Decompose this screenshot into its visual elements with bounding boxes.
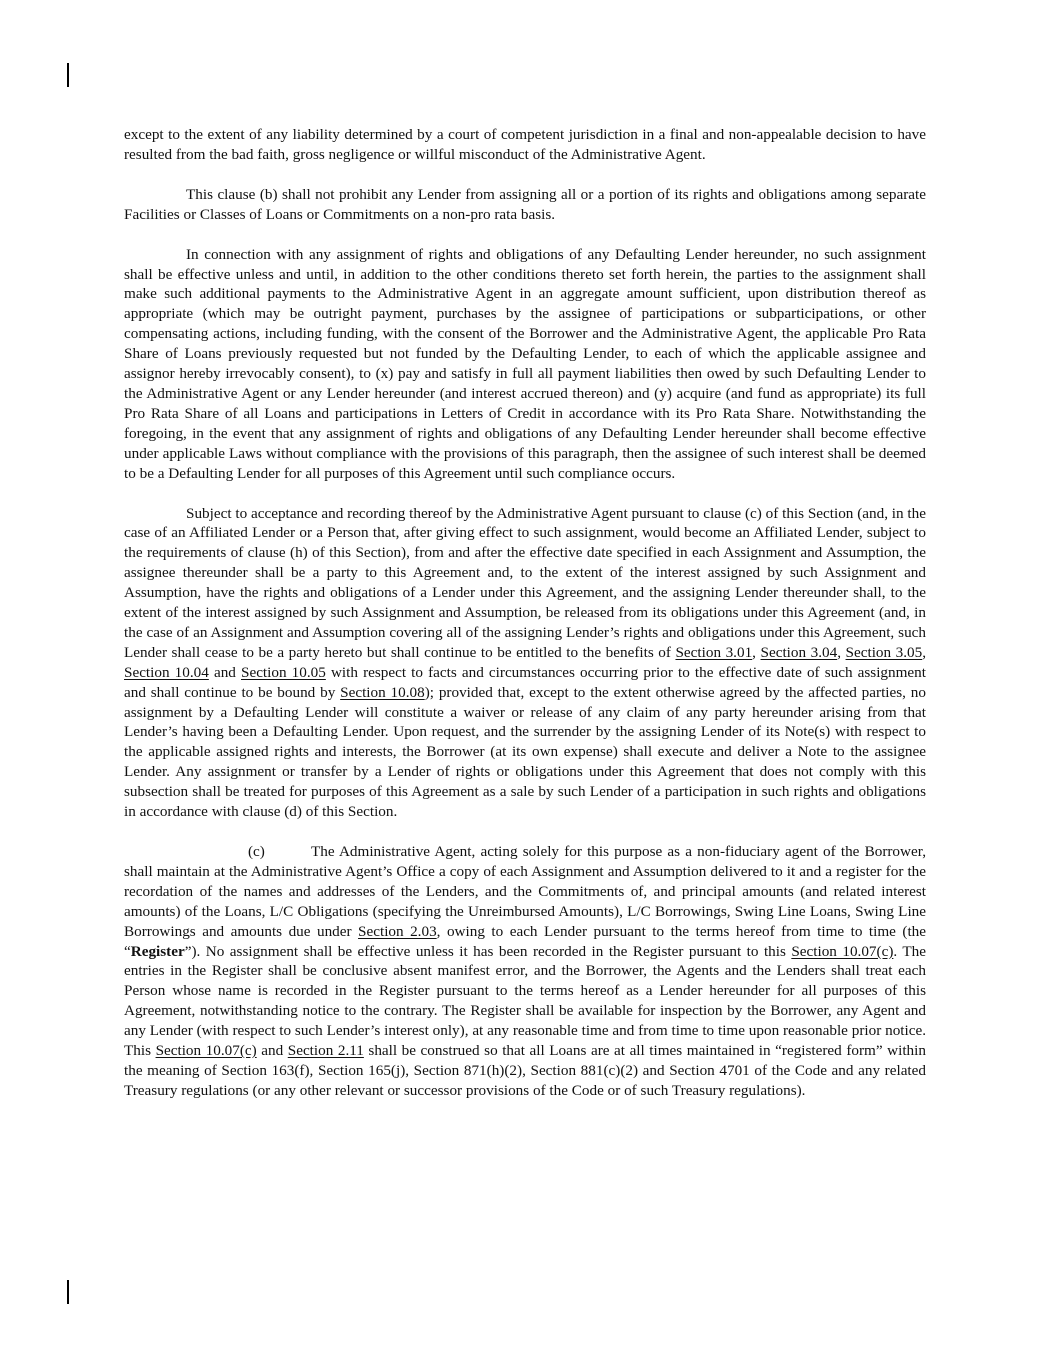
text-segment: shall be construed so that all Loans are at all times maintained in “registered form” within the meaning of Section 163(f), Section 165(j), Section 871(h)(2), Section 881(c)(2) and Section 4701 of the Code and any related Treasury regulations (or any other relevant or successor provisions of the Code or of such Treasury regulations). xyxy=(124,1042,926,1099)
section-reference-link[interactable]: Section 10.08 xyxy=(340,683,425,701)
section-reference-link[interactable]: Section 3.05 xyxy=(845,643,923,661)
section-reference-link[interactable]: Section 3.04 xyxy=(760,643,838,661)
text-segment: and xyxy=(208,663,241,681)
paragraph-defaulting-lender-assignment: In connection with any assignment of rights and obligations of any Defaulting Lender hereunder, no such assignment shall be effective unless and until, in addition to the other conditions thereto set forth herein, the parties to the assignment shall make such additional payments to the Administrative Agent in an aggregate amount sufficient, upon distribution thereof as appropriate (which may be outright payment, purchases by the assignee of participations or subparticipations, or other compensating actions, including funding, with the consent of the Borrower and the Administrative Agent, the applicable Pro Rata Share of Loans previously requested but not funded by the Defaulting Lender, to each of which the applicable assignee and assignor hereby irrevocably consent), to (x) pay and satisfy in full all payment liabilities then owed by such Defaulting Lender to the Administrative Agent or any Lender hereunder (and interest accrued thereon) and (y) acquire (and fund as appropriate) its full Pro Rata Share of all Loans and participations in Letters of Credit in accordance with its Pro Rata Share. Notwithstanding the foregoing, in the event that any assignment of rights and obligations of any Defaulting Lender hereunder shall become effective under applicable Laws without compliance with the provisions of this paragraph, then the assignee of such interest shall be deemed to be a Defaulting Lender for all purposes of this Agreement until such compliance occurs. xyxy=(124,245,926,482)
text-segment: ); provided that, except to the extent otherwise agreed by the affected parties, no assignment by a Defaulting Lender will constitute a waiver or release of any claim of any party hereunder arising from that Lender’s having been a Defaulting Lender. Upon request, and the surrender by the assigning Lender of its Note(s) with respect to the applicable assigned rights and interests, the Borrower (at its own expense) shall execute and deliver a Note to the assignee Lender. Any assignment or transfer by a Lender of rights or obligations under this Agreement that does not comply with this subsection shall be treated for purposes of this Agreement as a sale by such Lender of a participation in such rights and obligations in accordance with clause (d) of this Section. xyxy=(124,683,926,821)
paragraph-subsection-c-register xyxy=(124,842,926,1101)
text-segment: . The entries in the Register shall be conclusive absent manifest error, and the Borrower, the Agents and the Lenders shall treat each Person whose name is recorded in the Register pursuant to the terms hereof as a Lender hereunder for all purposes of this Agreement, notwithstanding notice to the contrary. The Register shall be available for inspection by the Borrower, any Agent and any Lender (with respect to such Lender’s interest only), at any reasonable time and from time to time upon reasonable prior notice. This xyxy=(124,942,926,1060)
revision-change-bar-top xyxy=(67,63,69,87)
section-reference-link[interactable]: Section 10.07(c) xyxy=(791,942,894,960)
paragraph-liability-exception: except to the extent of any liability determined by a court of competent jurisdiction in a final and non-appealable decision to have resulted from the bad faith, gross negligence or willful misconduct of the Administrative Agent. xyxy=(124,126,926,163)
section-reference-link[interactable]: Section 2.11 xyxy=(287,1042,364,1060)
text-segment: ”). No assignment shall be effective unless it has been recorded in the Register pursuant to this xyxy=(184,942,792,960)
revision-change-bar-bottom xyxy=(67,1280,69,1304)
document-body xyxy=(124,125,926,1101)
section-reference-link[interactable]: Section 10.07(c) xyxy=(155,1042,257,1060)
section-reference-link[interactable]: Section 10.05 xyxy=(241,663,326,681)
section-reference-link[interactable]: Section 2.03 xyxy=(358,922,437,940)
text-segment: The Administrative Agent, acting solely for this purpose as a non-fiduciary agent of the Borrower, shall maintain at the Administrative Agent’s Office a copy of each Assignment and Assumption delivered to it and a register for the recordation of the names and addresses of the Lenders, and the Commitments of, and principal amounts (and related interest amounts) of the Loans, L/C Obligations (specifying the Unreimbursed Amounts), L/C Borrowings, Swing Line Loans, Swing Line Borrowings and amounts due under xyxy=(124,843,926,940)
section-reference-link[interactable]: Section 10.04 xyxy=(124,663,209,681)
section-reference-link[interactable]: Section 3.01 xyxy=(675,643,753,661)
text-segment: , xyxy=(922,643,927,661)
text-segment: Subject to acceptance and recording thereof by the Administrative Agent pursuant to clause (c) of this Section (and, in the case of an Affiliated Lender or a Person that, after giving effect to such assignment, would become an Affiliated Lender, subject to the requirements of clause (h) of this Section), from and after the effective date specified in each Assignment and Assumption, the assignee thereunder shall be a party to this Agreement and, to the extent of the interest assigned by such Assignment and Assumption, have the rights and obligations of a Lender under this Agreement, and the assigning Lender thereunder shall, to the extent of the interest assigned by such Assignment and Assumption, be released from its obligations under this Agreement (and, in the case of an Assignment and Assumption covering all of the assigning Lender’s rights and obligations under this Agreement, such Lender shall cease to be a party hereto but shall continue to be entitled to the benefits of xyxy=(124,504,926,661)
text-segment: with respect to facts and circumstances occurring prior to the effective date of such assignment and shall continue to be bound by xyxy=(124,663,926,701)
text-segment: , owing to each Lender pursuant to the terms hereof from time to time (the “ xyxy=(124,922,926,960)
text-segment: , xyxy=(837,643,846,661)
text-segment: and xyxy=(256,1042,288,1060)
subsection-label: (c) xyxy=(248,843,265,860)
defined-term-register: Register xyxy=(130,942,185,960)
paragraph-clause-b-non-pro-rata: This clause (b) shall not prohibit any Lender from assigning all or a portion of its rights and obligations among separate Facilities or Classes of Loans or Commitments on a non-pro rata basis. xyxy=(124,185,926,223)
paragraph-acceptance-and-recording xyxy=(124,504,926,823)
text-segment: , xyxy=(752,643,761,661)
